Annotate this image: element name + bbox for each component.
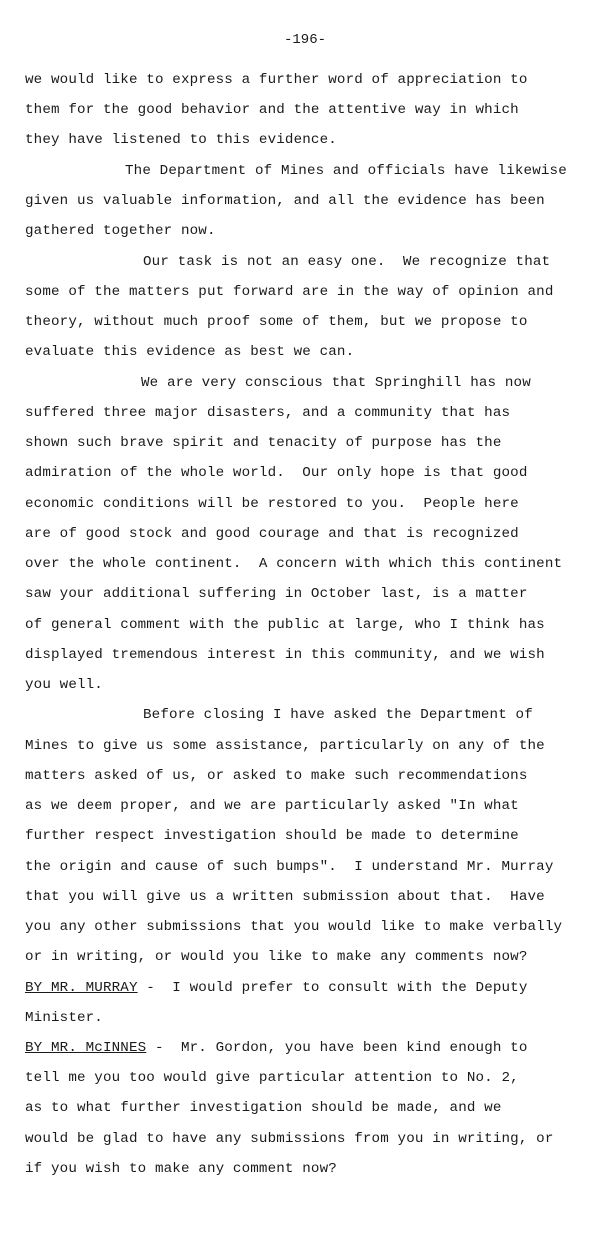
text-line: that you will give us a written submission about that. Have [25, 889, 545, 905]
text-line: suffered three major disasters, and a community that has [25, 405, 511, 421]
speaker-text: - I would prefer to consult with the Deputy [137, 980, 528, 996]
text-line: them for the good behavior and the attentive way in which [25, 102, 519, 118]
text-line: matters asked of us, or asked to make such recommendations [25, 768, 528, 784]
text-line: We are very conscious that Springhill has now [141, 375, 531, 391]
text-line: are of good stock and good courage and that is recognized [25, 526, 519, 542]
text-line: as to what further investigation should be made, and we [25, 1100, 502, 1116]
text-line: we would like to express a further word of appreciation to [25, 72, 528, 88]
text-line: as we deem proper, and we are particularly asked "In what [25, 798, 519, 814]
text-line: some of the matters put forward are in the way of opinion and [25, 284, 554, 300]
text-line: evaluate this evidence as best we can. [25, 344, 355, 360]
text-line: would be glad to have any submissions from you in writing, or [25, 1131, 554, 1147]
speaker-label: BY MR. MURRAY [25, 980, 138, 996]
text-line: admiration of the whole world. Our only hope is that good [25, 465, 528, 481]
text-line: Mines to give us some assistance, particularly on any of the [25, 738, 545, 754]
text-line: saw your additional suffering in October last, is a matter [25, 586, 528, 602]
text-line: Before closing I have asked the Department of [143, 707, 533, 723]
text-line: further respect investigation should be made to determine [25, 828, 519, 844]
text-line: gathered together now. [25, 223, 216, 239]
text-line: over the whole continent. A concern with which this continent [25, 556, 563, 572]
text-line: they have listened to this evidence. [25, 132, 337, 148]
speaker-line [25, 978, 528, 998]
text-line: displayed tremendous interest in this community, and we wish [25, 647, 545, 663]
text-line: tell me you too would give particular attention to No. 2, [25, 1070, 519, 1086]
text-line: theory, without much proof some of them, but we propose to [25, 314, 528, 330]
text-line: shown such brave spirit and tenacity of purpose has the [25, 435, 502, 451]
text-line: or in writing, or would you like to make any comments now? [25, 949, 528, 965]
text-line: you well. [25, 677, 103, 693]
text-line: of general comment with the public at large, who I think has [25, 617, 545, 633]
text-line: economic conditions will be restored to you. People here [25, 496, 519, 512]
text-line: you any other submissions that you would like to make verbally [25, 919, 563, 935]
speaker-text: - Mr. Gordon, you have been kind enough to [146, 1040, 528, 1056]
text-line: if you wish to make any comment now? [25, 1161, 337, 1177]
text-line: The Department of Mines and officials have likewise [125, 163, 567, 179]
text-line: given us valuable information, and all the evidence has been [25, 193, 545, 209]
text-line: Our task is not an easy one. We recognize that [143, 254, 551, 270]
text-line: the origin and cause of such bumps". I understand Mr. Murray [25, 859, 554, 875]
text-line: Minister. [25, 1010, 103, 1026]
page-number: -196- [283, 32, 326, 48]
speaker-label: BY MR. McINNES [25, 1040, 147, 1056]
speaker-line [25, 1038, 528, 1058]
